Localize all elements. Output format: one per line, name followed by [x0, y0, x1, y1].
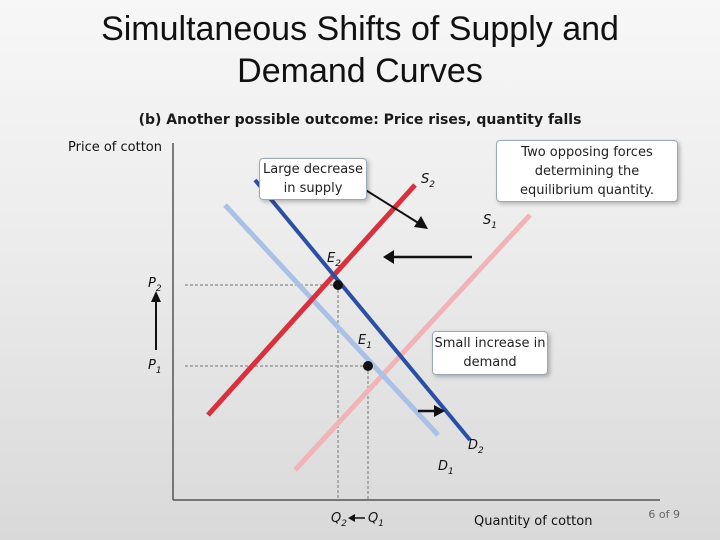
- supply-change-callout: Large decrease in supply: [259, 158, 367, 200]
- point-label-e1: $E_1$: [358, 333, 372, 351]
- curve-label-d2: $D_2$: [468, 438, 484, 456]
- page-number: 6 of 9: [648, 508, 680, 521]
- supply-callout-pointer: [364, 189, 420, 224]
- supply-shift-arrowhead: [383, 250, 394, 264]
- curve-label-s1: $S_1$: [483, 213, 497, 231]
- point-label-e2: $E_2$: [327, 251, 341, 269]
- quantity-fall-arrowhead: [348, 514, 355, 522]
- tick-label-p1: $P_1$: [148, 358, 162, 376]
- curve-label-s2: $S_2$: [421, 172, 435, 190]
- tick-label-q2: $Q_2$: [331, 511, 347, 529]
- x-axis-label: Quantity of cotton: [474, 514, 593, 529]
- demand-change-callout: Small increase in demand: [432, 331, 548, 375]
- y-axis-label: Price of cotton: [68, 140, 162, 155]
- equilibrium-point-e1: [363, 361, 373, 371]
- chart-subtitle: (b) Another possible outcome: Price rises, quantity falls: [138, 112, 582, 128]
- title-line-1: Simultaneous Shifts of Supply and: [101, 10, 619, 48]
- tick-label-q1: $Q_1$: [368, 511, 384, 529]
- equilibrium-point-e2: [333, 280, 343, 290]
- forces-callout: Two opposing forces determining the equilibrium quantity.: [496, 140, 678, 202]
- demand-curve-d1: [225, 205, 438, 435]
- demand-curve-d2: [255, 180, 470, 440]
- title-line-2: Demand Curves: [237, 52, 483, 90]
- curve-label-d1: $D_1$: [438, 459, 454, 477]
- tick-label-p2: $P_2$: [148, 276, 162, 294]
